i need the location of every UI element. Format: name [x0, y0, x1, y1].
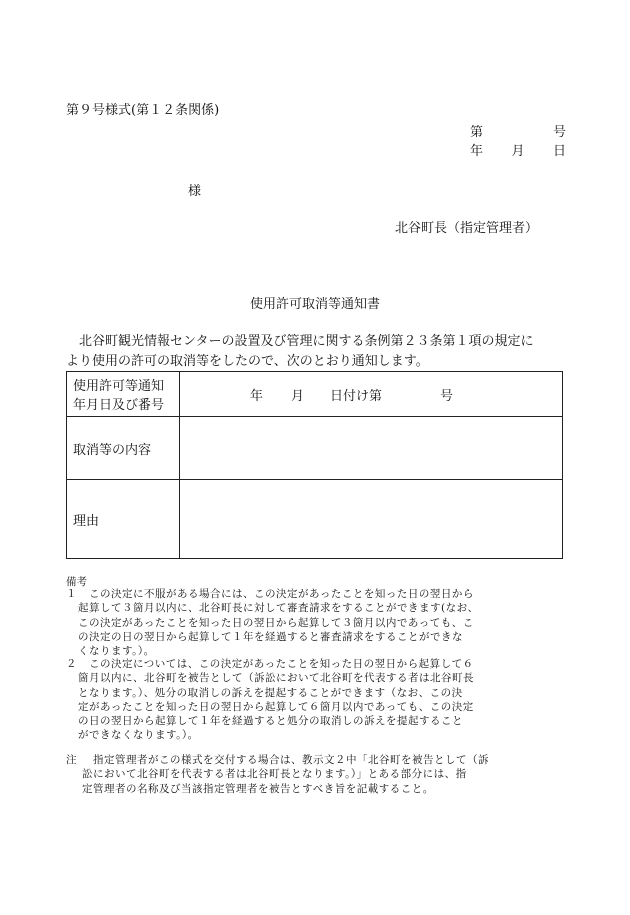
- permit-info-label-line: 使用許可等通知: [73, 379, 165, 394]
- footnote: [66, 753, 566, 796]
- cancellation-value: [180, 417, 563, 480]
- note-number: １: [66, 588, 77, 600]
- table-row-reason: [67, 480, 563, 559]
- cancellation-label: 取消等の内容: [67, 417, 180, 480]
- notes-heading: 備考: [66, 576, 87, 588]
- body-text: [66, 332, 566, 372]
- date-year: 年: [470, 144, 484, 159]
- permit-info-value: [180, 372, 563, 417]
- ref-no-prefix: 第: [470, 125, 484, 140]
- note-line: 起算して３箇月以内に、北谷町長に対して審査請求をすることができます(なお、: [78, 602, 479, 615]
- footnote-line: 指定管理者がこの様式を交付する場合は、教示文２中「北谷町を被告として（訴: [82, 754, 489, 766]
- sender: 北谷町長（指定管理者）: [395, 221, 539, 236]
- date-month: 月: [511, 144, 525, 159]
- permit-year: 年: [250, 388, 264, 404]
- note-item: [66, 587, 566, 658]
- note-line: この決定に不服がある場合には、この決定があったことを知った日の翌日から: [78, 588, 474, 600]
- permit-info-label-line: 年月日及び番号: [73, 398, 165, 413]
- permit-info-label: [67, 372, 180, 417]
- note-line: くなります。）。: [78, 645, 155, 658]
- note-line: この決定については、この決定があったことを知った日の翌日から起算して６: [78, 658, 474, 670]
- note-line: の決定の日の翌日から起算して１年を経過すると審査請求をすることができな: [78, 630, 463, 643]
- permit-month: 月: [291, 388, 305, 404]
- note-line: となります。）、処分の取消しの訴えを提起することができます（なお、この決: [78, 686, 463, 699]
- permit-day-no: 日付け第: [330, 388, 383, 404]
- footnote-mark: 注: [66, 754, 77, 766]
- ref-no-suffix: 号: [552, 125, 566, 140]
- body-line: より使用の許可の取消等をしたので、次のとおり通知します。: [66, 354, 429, 369]
- note-item: [66, 657, 566, 743]
- table-row-permit-info: [67, 372, 563, 417]
- issue-date: [470, 140, 566, 159]
- notice-table: [66, 371, 563, 559]
- note-line: 箇月以内に、北谷町を被告として（訴訟において北谷町を代表する者は北谷町長: [78, 672, 474, 685]
- form-number: 第９号様式(第１２条関係): [66, 103, 220, 118]
- table-row-cancellation: [67, 417, 563, 480]
- note-line: ができなくなります。）。: [78, 729, 199, 742]
- date-day: 日: [552, 144, 566, 159]
- note-line: この決定があったことを知った日の翌日から起算して３箇月以内であっても、こ: [78, 616, 474, 629]
- document-title: 使用許可取消等通知書: [249, 297, 380, 312]
- footnote-line: 訟において北谷町を代表する者は北谷町長となります。）」とある部分には、指: [82, 768, 467, 781]
- body-line: 北谷町観光情報センターの設置及び管理に関する条例第２３条第１項の規定に: [66, 334, 534, 349]
- addressee: 様: [188, 184, 202, 199]
- reason-label: 理由: [67, 480, 180, 559]
- note-line: 定があったことを知った日の翌日から起算して６箇月以内であっても、この決定: [78, 700, 474, 713]
- reference-number: [470, 121, 566, 140]
- reason-value: [180, 480, 563, 559]
- permit-no: 号: [440, 388, 454, 404]
- footnote-line: 定管理者の名称及び当該指定管理者を被告とすべき旨を記載すること。: [82, 782, 434, 795]
- note-line: の日の翌日から起算して１年を経過すると処分の取消しの訴えを提起すること: [78, 715, 463, 728]
- note-number: ２: [66, 658, 77, 670]
